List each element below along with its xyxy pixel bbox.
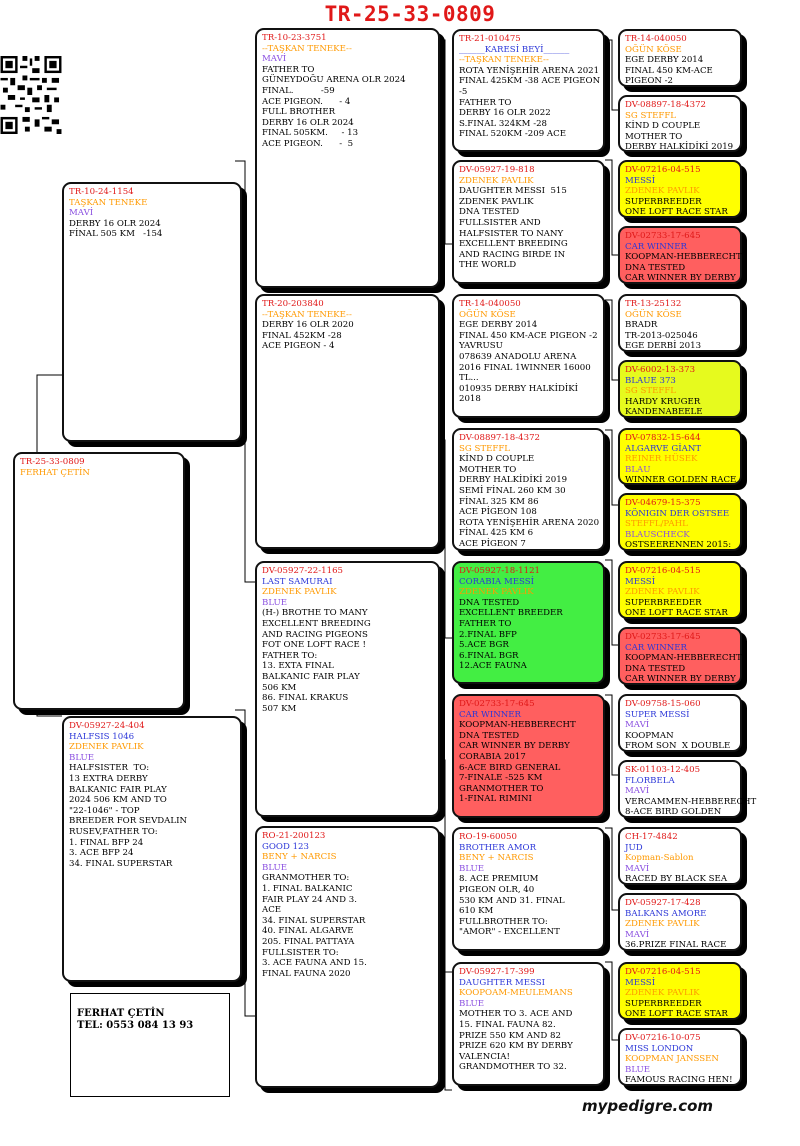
card-line: BLUE xyxy=(262,862,288,873)
card-line: FINAL 450 KM-ACE xyxy=(625,65,713,76)
dam-card[interactable] xyxy=(62,716,242,982)
ring-number: TR-10-23-3751 xyxy=(262,33,327,43)
ring-number: DV-07832-15-644 xyxy=(625,433,701,443)
great-grandparent-card-4[interactable] xyxy=(452,428,605,551)
card-line: RACED BY BLACK SEA xyxy=(625,874,728,885)
card-line: 010935 DERBY HALKİDİKİ xyxy=(459,383,579,394)
card-line: MESSİ xyxy=(625,576,656,587)
card-line: ACE PIGEON - 4 xyxy=(262,341,335,352)
card-line: FOT ONE LOFT RACE ! xyxy=(262,640,366,651)
card-line: ______KARESİ BEYİ______ xyxy=(459,44,570,55)
card-line: HARDY KRUGER xyxy=(625,396,701,407)
card-line: OĞÜN KÖSE xyxy=(459,309,516,320)
card-line: DERBY HALKİDİKİ 2019 xyxy=(459,475,568,486)
card-line: DERBY 16 OLR 2020 xyxy=(262,320,354,331)
ring-number: RO-21-200123 xyxy=(262,831,326,841)
ring-number: TR-14-040050 xyxy=(459,299,521,309)
card-line: 1-FINAL RIMINI xyxy=(459,794,532,805)
card-line: BREEDER FOR SEVDALIN xyxy=(69,816,187,827)
card-line: FLORBELA xyxy=(625,775,675,786)
ring-number: TR-21-010475 xyxy=(459,34,521,44)
card-line: CAR WINNER BY DERBY xyxy=(625,273,736,284)
card-line: LAST SAMURAI xyxy=(262,576,333,587)
card-line: 3. ACE BFP 24 xyxy=(69,848,134,859)
card-line: CORABIA MESSİ xyxy=(459,576,535,587)
card-line: 6.FINAL BGR xyxy=(459,650,519,661)
card-line: 2.FINAL BFP xyxy=(459,629,517,640)
card-line: 1. FINAL BFP 24 xyxy=(69,837,144,848)
ancestor-card-7[interactable] xyxy=(618,428,742,485)
card-line: FERHAT ÇETİN xyxy=(20,467,90,478)
card-line: DERBY HALKİDİKİ 2019 xyxy=(625,142,734,153)
card-line: OSTSEERENNEN 2015: xyxy=(625,540,732,551)
card-line: BLAUE 373 xyxy=(625,375,676,386)
card-line: BALKANIC FAIR PLAY xyxy=(262,671,360,682)
card-line: 3. ACE FAUNA AND 15. xyxy=(262,958,367,969)
ring-number: DV-05927-18-1121 xyxy=(459,566,541,576)
card-line: 15. FINAL FAUNA 82. xyxy=(459,1019,556,1030)
ancestor-card-16[interactable] xyxy=(618,1028,742,1086)
card-line: VERCAMMEN-HEBBERECHT xyxy=(625,796,757,807)
card-line: ZDENEK PAVLIK xyxy=(459,196,534,207)
card-line: MAVİ xyxy=(69,208,94,219)
card-line: MAVİ xyxy=(262,54,287,65)
card-line: 7-FINALE -525 KM xyxy=(459,773,543,784)
sire-sire-card[interactable] xyxy=(255,28,440,288)
ring-number: DV-04679-15-375 xyxy=(625,498,701,508)
card-line: MAVİ xyxy=(625,786,650,797)
ring-number: DV-05927-17-428 xyxy=(625,898,701,908)
card-line: SG STEFFL xyxy=(625,386,677,397)
ring-number: DV-07216-04-515 xyxy=(625,566,701,576)
card-line: HALFSISTER TO NANY xyxy=(459,228,564,239)
card-line: EGE DERBİ 2013 xyxy=(625,341,702,352)
card-line: --TAŞKAN TENEKE-- xyxy=(262,309,352,320)
ring-number: TR-25-33-0809 xyxy=(20,457,85,467)
card-line: FULLSISTER TO: xyxy=(262,947,339,958)
card-line: BROTHER AMOR xyxy=(459,842,537,853)
card-line: MOTHER TO xyxy=(625,131,683,142)
card-line: ROTA YENİŞEHİR ARENA 2021 xyxy=(459,65,600,76)
card-line: SUPERBREEDER xyxy=(625,998,702,1009)
card-line: --TAŞKAN TENEKE-- xyxy=(262,43,352,54)
card-line: PRIZE 550 KM AND 82 xyxy=(459,1030,561,1041)
card-line: BENY + NARCIS xyxy=(262,852,337,863)
ring-number: DV-05927-17-399 xyxy=(459,967,535,977)
card-line: EXCELLENT BREEDER xyxy=(459,608,563,619)
card-line: EGE DERBY 2014 xyxy=(625,55,704,66)
card-line: 5.ACE BGR xyxy=(459,640,509,651)
card-line: PIGEON OLR, 40 xyxy=(459,884,535,895)
card-line: FATHER TO xyxy=(459,618,512,629)
card-line: BENY + NARCIS xyxy=(459,853,534,864)
ring-number: DV-02733-17-645 xyxy=(459,699,535,709)
card-line: SUPERBREEDER xyxy=(625,196,702,207)
card-line: SEMİ FİNAL 260 KM 30 xyxy=(459,485,566,496)
card-line: FULLBROTHER TO: xyxy=(459,916,548,927)
card-line: GRANDMOTHER TO 32. xyxy=(459,1062,567,1073)
great-grandparent-card-8[interactable] xyxy=(452,962,605,1086)
owner-name: FERHAT ÇETİN xyxy=(77,1008,165,1019)
card-line: ZDENEK PAVLIK xyxy=(625,988,700,999)
card-line: MESSİ xyxy=(625,977,656,988)
ring-number: DV-02733-17-645 xyxy=(625,231,701,241)
card-line: FINAL 450 KM-ACE PIGEON -2 xyxy=(459,330,598,341)
card-line: EXCELLENT BREEDING xyxy=(262,618,371,629)
card-line: ZDENEK PAVLIK xyxy=(625,587,700,598)
card-line: FATHER TO xyxy=(459,97,512,108)
card-line: 610 KM xyxy=(459,906,494,917)
ancestor-card-6[interactable] xyxy=(618,360,742,418)
card-line: 1. FINAL BALKANIC xyxy=(262,883,353,894)
card-line: CORABIA 2017 xyxy=(459,751,526,762)
card-line: JUD xyxy=(625,842,643,853)
card-line: SUPERBREEDER xyxy=(625,597,702,608)
card-line: TR-2013-025046 xyxy=(625,330,698,341)
card-line: ACE xyxy=(262,905,282,916)
card-line: -5 xyxy=(459,86,468,97)
card-line: FİNAL 425 KM 6 xyxy=(459,528,534,539)
ring-number: DV-05927-24-404 xyxy=(69,721,145,731)
card-line: FATHER TO xyxy=(262,64,315,75)
card-line: 40. FINAL ALGARVE xyxy=(262,926,354,937)
ring-number: DV-09758-15-060 xyxy=(625,699,701,709)
owner-phone: TEL: 0553 084 13 93 xyxy=(77,1020,194,1031)
great-grandparent-card-7[interactable] xyxy=(452,827,605,951)
card-line: ZDENEK PAVLIK xyxy=(262,587,337,598)
card-line: MAVİ xyxy=(625,929,650,940)
card-line: DNA TESTED xyxy=(459,597,520,608)
card-line: DNA TESTED xyxy=(625,262,686,273)
card-line: EXCELLENT BREEDING xyxy=(459,239,568,250)
card-line: FULLSISTER AND xyxy=(459,217,541,228)
card-line: OĞÜN KÖSE xyxy=(625,44,682,55)
card-line: RUSEV,FATHER TO: xyxy=(69,826,158,837)
card-line: SG STEFFL xyxy=(459,443,511,454)
ancestor-card-10[interactable] xyxy=(618,627,742,685)
card-line: STEFFL/PAHL xyxy=(625,519,688,530)
card-line: AND RACING BIRDE IN xyxy=(459,249,566,260)
card-line: BLUE xyxy=(69,752,95,763)
card-line: ZDENEK PAVLIK xyxy=(69,742,144,753)
card-line: 506 KM xyxy=(262,682,297,693)
card-line: BALKANS AMORE xyxy=(625,908,707,919)
great-grandparent-card-6[interactable] xyxy=(452,694,605,818)
card-line: S.FINAL 324KM -28 xyxy=(459,118,548,129)
card-line: KİND D COUPLE xyxy=(625,121,701,132)
card-line: 8. ACE PREMIUM xyxy=(459,874,539,885)
card-line: TAŞKAN TENEKE xyxy=(69,197,148,208)
card-line: FİNAL 325 KM 86 xyxy=(459,496,539,507)
great-grandparent-card-2[interactable] xyxy=(452,160,605,284)
card-line: ONE LOFT RACE STAR xyxy=(625,1009,728,1020)
pedigree-title: TR-25-33-0809 xyxy=(324,2,496,26)
card-line: (H-) BROTHE TO MANY xyxy=(262,608,368,619)
ancestor-card-5[interactable] xyxy=(618,294,742,352)
card-line: CAR WINNER xyxy=(625,241,687,252)
ring-number: DV-02733-17-645 xyxy=(625,632,701,642)
card-line: 13. EXTA FINAL xyxy=(262,661,334,672)
card-line: KANDENABEELE xyxy=(625,407,703,418)
card-line: BRADR xyxy=(625,320,658,331)
sire-card[interactable] xyxy=(62,182,242,442)
card-line: 2016 FINAL 1WINNER 16000 xyxy=(459,362,591,373)
card-line: ZDENEK PAVLIK xyxy=(459,587,534,598)
ancestor-card-1[interactable] xyxy=(618,29,742,87)
card-line: "22-1046" - TOP xyxy=(69,805,140,816)
card-line: MOTHER TO xyxy=(459,464,517,475)
ring-number: DV-08897-18-4372 xyxy=(625,100,707,110)
card-line: FINAL FAUNA 2020 xyxy=(262,968,351,979)
card-line: FULL BROTHER xyxy=(262,107,336,118)
card-line: GOOD 123 xyxy=(262,841,309,852)
card-line: HALFSIS 1046 xyxy=(69,731,135,742)
card-line: ONE LOFT RACE STAR xyxy=(625,207,728,218)
owner-info-box xyxy=(70,993,230,1097)
ancestor-card-9[interactable] xyxy=(618,561,742,619)
card-line: 86. FINAL KRAKUS xyxy=(262,693,349,704)
great-grandparent-card-1[interactable] xyxy=(452,29,605,152)
sire-dam-card[interactable] xyxy=(255,294,440,549)
card-line: CAR WINNER BY DERBY xyxy=(625,674,736,685)
ancestor-card-12[interactable] xyxy=(618,760,757,818)
card-line: DERBY 16 OLR 2024 xyxy=(262,117,354,128)
ancestor-card-13[interactable] xyxy=(618,827,742,885)
card-line: ZDENEK PAVLIK xyxy=(625,186,700,197)
card-line: GÜNEYDOĞU ARENA OLR 2024 xyxy=(262,75,406,86)
card-line: ALGARVE GİANT xyxy=(625,443,702,454)
card-line: KÖNIGIN DER OSTSEE xyxy=(625,508,730,519)
card-line: KOOPOAM-MEULEMANS xyxy=(459,988,573,999)
ring-number: TR-14-040050 xyxy=(625,34,687,44)
card-line: MOTHER TO 3. ACE AND xyxy=(459,1009,573,1020)
card-line: PIGEON -2 xyxy=(625,76,673,87)
dam-sire-card[interactable] xyxy=(255,561,440,817)
card-line: ONE LOFT RACE STAR xyxy=(625,608,728,619)
card-line: 205. FINAL PATTAYA xyxy=(262,936,355,947)
card-line: --TAŞKAN TENEKE-- xyxy=(459,55,549,66)
card-line: WINNER GOLDEN RACE xyxy=(625,475,737,486)
card-line: 34. FINAL SUPERSTAR xyxy=(69,858,173,869)
card-line: "AMOR" - EXCELLENT xyxy=(459,927,560,938)
ring-number: DV-07216-04-515 xyxy=(625,165,701,175)
card-line: Kopman-Sablon xyxy=(625,853,694,864)
site-brand[interactable]: mypedigre.com xyxy=(582,1097,714,1115)
card-line: ACE PİGEON 7 xyxy=(459,538,526,549)
ring-number: CH-17-4842 xyxy=(625,832,678,842)
card-line: FİNAL 505 KM -154 xyxy=(69,229,163,240)
card-line: ZDENEK PAVLIK xyxy=(459,175,534,186)
dam-dam-card[interactable] xyxy=(255,826,440,1088)
card-line: FINAL 425KM -38 ACE PIGEON xyxy=(459,76,601,87)
card-line: 8-ACE BIRD GOLDEN xyxy=(625,807,722,818)
ancestor-card-15[interactable] xyxy=(618,962,742,1020)
ancestor-card-8[interactable] xyxy=(618,493,742,551)
card-line: 12.ACE FAUNA xyxy=(459,661,527,672)
card-line: CAR WINNER xyxy=(459,709,521,720)
card-line: REINER HÜSEK xyxy=(625,454,698,465)
card-line: MISS LONDON xyxy=(625,1043,694,1054)
card-line: ACE PİGEON 108 xyxy=(459,507,537,518)
card-line: VALENCIA! xyxy=(459,1051,510,1062)
card-line: 13 EXTRA DERBY xyxy=(69,773,148,784)
card-line: DERBY 16 OLR 2024 xyxy=(69,218,161,229)
card-line: 078639 ANADOLU ARENA xyxy=(459,351,577,362)
card-line: 2018 xyxy=(459,394,481,405)
ancestor-card-3[interactable] xyxy=(618,160,742,218)
card-line: BALKANIC FAIR PLAY xyxy=(69,784,167,795)
card-line: ACE PIGEON. - 5 xyxy=(262,138,354,149)
card-line: DNA TESTED xyxy=(459,730,520,741)
card-line: THE WORLD xyxy=(459,260,517,271)
card-line: BLAU xyxy=(625,464,651,475)
ancestor-card-2[interactable] xyxy=(618,95,742,152)
card-line: KOOPMAN-HEBBERECHT xyxy=(625,653,742,664)
ring-number: DV-08897-18-4372 xyxy=(459,433,541,443)
card-line: 6-ACE BIRD GENERAL xyxy=(459,762,561,773)
card-line: PRIZE 620 KM BY DERBY xyxy=(459,1041,573,1052)
card-line: 36.PRIZE FINAL RACE xyxy=(625,940,727,951)
ring-number: DV-05927-19-818 xyxy=(459,165,535,175)
card-line: KİND D COUPLE xyxy=(459,454,535,465)
card-line: BLAUSCHECK xyxy=(625,529,690,540)
card-line: FINAL 520KM -209 ACE xyxy=(459,129,566,140)
card-line: FAMOUS RACING HEN! xyxy=(625,1075,733,1086)
card-line: OĞÜN KÖSE xyxy=(625,309,682,320)
card-line: MAVİ xyxy=(625,720,650,731)
great-grandparent-card-3[interactable] xyxy=(452,294,605,418)
card-line: ZDENEK PAVLIK xyxy=(625,919,700,930)
card-line: FAIR PLAY 24 AND 3. xyxy=(262,894,357,905)
ring-number: TR-10-24-1154 xyxy=(69,187,134,197)
card-line: ACE PIGEON. - 4 xyxy=(262,96,351,107)
card-line: SG STEFFL xyxy=(625,110,677,121)
card-line: TL... xyxy=(459,373,479,384)
card-line: FATHER TO: xyxy=(262,650,318,661)
ring-number: DV-07216-04-515 xyxy=(625,967,701,977)
card-line: BLUE xyxy=(459,998,485,1009)
card-line: 507 KM xyxy=(262,703,297,714)
ring-number: SK-01103-12-405 xyxy=(625,765,701,775)
card-line: FINAL. -59 xyxy=(262,85,335,96)
card-line: AND RACING PIGEONS xyxy=(262,629,368,640)
ring-number: TR-13-25132 xyxy=(625,299,682,309)
card-line: 34. FINAL SUPERSTAR xyxy=(262,915,366,926)
card-line: BLUE xyxy=(625,1064,651,1075)
ancestor-card-14[interactable] xyxy=(618,893,742,951)
card-line: DNA TESTED xyxy=(625,663,686,674)
ancestor-card-4[interactable] xyxy=(618,226,742,284)
card-line: FINAL 452KM -28 xyxy=(262,330,342,341)
great-grandparent-card-5[interactable] xyxy=(452,561,605,684)
card-line: SUPER MESSİ xyxy=(625,709,690,720)
card-line: KOOPMAN-HEBBERECHT xyxy=(459,720,576,731)
card-line: GRANMOTHER TO: xyxy=(262,873,350,884)
card-line: ROTA YENİŞEHİR ARENA 2020 xyxy=(459,517,600,528)
ring-number: RO-19-60050 xyxy=(459,832,517,842)
card-line: DNA TESTED xyxy=(459,207,520,218)
card-line: 530 KM AND 31. FINAL xyxy=(459,895,565,906)
card-line: MESSİ xyxy=(625,175,656,186)
subject-card[interactable] xyxy=(13,452,185,710)
card-line: DAUGHTER MESSI xyxy=(459,977,545,988)
card-line: FINAL 505KM. - 13 xyxy=(262,128,359,139)
ancestor-card-11[interactable] xyxy=(618,694,742,752)
card-line: 2024 506 KM AND TO xyxy=(69,795,167,806)
card-line: YAVRUSU xyxy=(459,341,503,352)
card-line: DAUGHTER MESSI 515 xyxy=(459,186,567,197)
ring-number: DV-6002-13-373 xyxy=(625,365,696,375)
card-line: HALFSISTER TO: xyxy=(69,763,150,774)
card-line: CAR WINNER BY DERBY xyxy=(459,741,570,752)
ring-number: DV-05927-22-1165 xyxy=(262,566,344,576)
card-line: DERBY 16 OLR 2022 xyxy=(459,108,551,119)
card-line: KOOPMAN JANSSEN xyxy=(625,1054,719,1065)
ring-number: DV-07216-10-075 xyxy=(625,1033,701,1043)
card-line: BLUE xyxy=(262,597,288,608)
card-line: KOOPMAN xyxy=(625,730,674,741)
card-line: GRANMOTHER TO xyxy=(459,783,544,794)
card-line: MAVİ xyxy=(625,863,650,874)
card-line: KOOPMAN-HEBBERECHT xyxy=(625,252,742,263)
card-line: EGE DERBY 2014 xyxy=(459,320,538,331)
ring-number: TR-20-203840 xyxy=(262,299,324,309)
card-line: BLUE xyxy=(459,863,485,874)
card-line: FROM SON X DOUBLE xyxy=(625,741,731,752)
card-line: CAR WINNER xyxy=(625,642,687,653)
